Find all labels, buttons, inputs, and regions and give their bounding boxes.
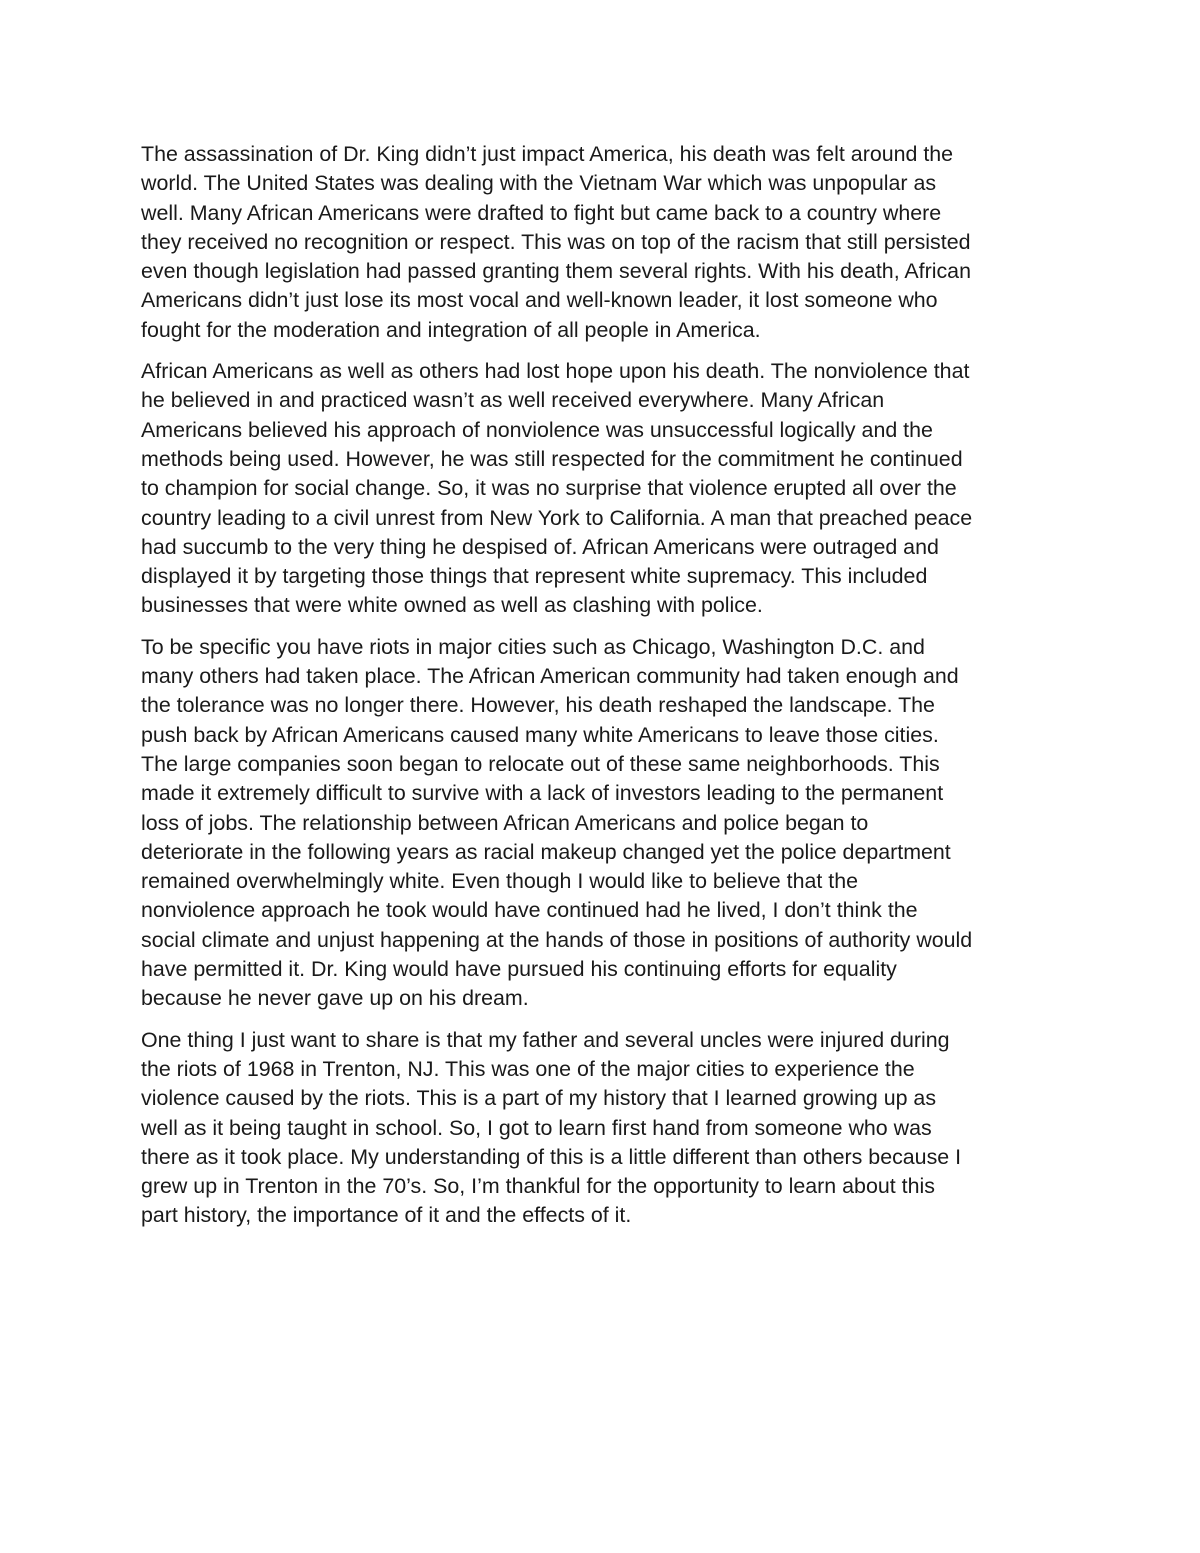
paragraph-1: The assassination of Dr. King didn’t just impact America, his death was felt around the world. The United States was dealing with the Vietnam War which was unpopular as well. Many African Americans were drafted to fight but came back to a country where they received no recognition or respect. This was on top of the racism that still persisted even though legislation had passed granting them several rights. With his death, African Americans didn’t just lose its most vocal and well-known leader, it lost someone who fought for the moderation and integration of all people in America. [141,142,971,342]
document-body [141,140,1061,1243]
paragraph-4: One thing I just want to share is that my father and several uncles were injured during the riots of 1968 in Trenton, NJ. This was one of the major cities to experience the violence caused by the riots. This is a part of my history that I learned growing up as well as it being taught in school. So, I got to learn first hand from someone who was there as it took place. My understanding of this is a little different than others because I grew up in Trenton in the 70’s. So, I’m thankful for the opportunity to learn about this part history, the importance of it and the effects of it. [141,1027,962,1228]
paragraph-3: To be specific you have riots in major cities such as Chicago, Washington D.C. and many others had taken place. The African American community had taken enough and the tolerance was no longer there. However, his death reshaped the landscape. The push back by African Americans caused many white Americans to leave those cities. The large companies soon began to relocate out of these same neighborhoods. This made it extremely difficult to survive with a lack of investors leading to the permanent loss of jobs. The relationship between African Americans and police began to deteriorate in the following years as racial makeup changed yet the police department remained overwhelmingly white. Even though I would like to believe that the nonviolence approach he took would have continued had he lived, I don’t think the social climate and unjust happening at the hands of those in positions of authority would have permitted it. Dr. King would have pursued his continuing efforts for equality because he never gave up on his dream. [141,634,973,1011]
paragraph-2: African Americans as well as others had lost hope upon his death. The nonviolence that he believed in and practiced wasn’t as well received everywhere. Many African Americans believed his approach of nonviolence was unsuccessful logically and the methods being used. However, he was still respected for the commitment he continued to champion for social change. So, it was no surprise that violence erupted all over the country leading to a civil unrest from New York to California. A man that preached peace had succumb to the very thing he despised of. African Americans were outraged and displayed it by targeting those things that represent white supremacy. This included businesses that were white owned as well as clashing with police. [141,359,973,618]
